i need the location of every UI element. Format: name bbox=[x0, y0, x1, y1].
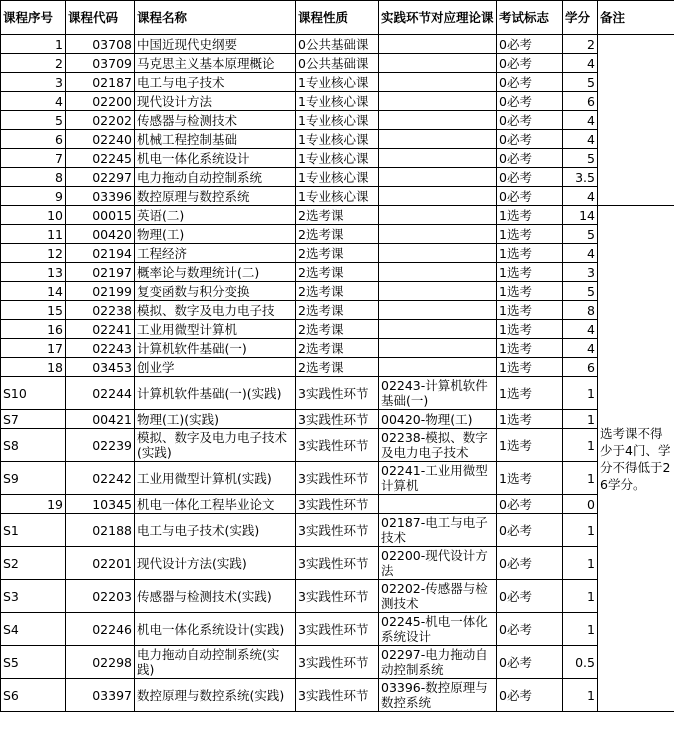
cell-theory bbox=[379, 320, 497, 339]
table-row bbox=[1, 73, 674, 92]
cell-name: 现代设计方法(实践) bbox=[135, 547, 296, 580]
cell-name: 计算机软件基础(一)(实践) bbox=[135, 377, 296, 410]
cell-seq: 2 bbox=[1, 54, 66, 73]
cell-credit: 0.5 bbox=[563, 646, 598, 679]
cell-exam: 0必考 bbox=[497, 495, 563, 514]
cell-credit: 1 bbox=[563, 547, 598, 580]
cell-exam: 0必考 bbox=[497, 73, 563, 92]
cell-theory bbox=[379, 168, 497, 187]
cell-nature: 1专业核心课 bbox=[296, 168, 379, 187]
cell-seq: S10 bbox=[1, 377, 66, 410]
cell-nature: 3实践性环节 bbox=[296, 429, 379, 462]
cell-credit: 4 bbox=[563, 54, 598, 73]
cell-exam: 0必考 bbox=[497, 187, 563, 206]
cell-seq: 4 bbox=[1, 92, 66, 111]
cell-seq: 6 bbox=[1, 130, 66, 149]
cell-code: 02200 bbox=[66, 92, 135, 111]
cell-theory: 03396-数控原理与数控系统 bbox=[379, 679, 497, 712]
cell-code: 02241 bbox=[66, 320, 135, 339]
cell-credit: 4 bbox=[563, 339, 598, 358]
cell-nature: 2选考课 bbox=[296, 320, 379, 339]
cell-seq: S8 bbox=[1, 429, 66, 462]
cell-seq: 10 bbox=[1, 206, 66, 225]
cell-code: 00421 bbox=[66, 410, 135, 429]
cell-theory bbox=[379, 339, 497, 358]
cell-seq: 19 bbox=[1, 495, 66, 514]
cell-nature: 2选考课 bbox=[296, 206, 379, 225]
cell-nature: 1专业核心课 bbox=[296, 92, 379, 111]
cell-name: 电工与电子技术 bbox=[135, 73, 296, 92]
header-row bbox=[1, 1, 674, 35]
cell-name: 机电一体化系统设计 bbox=[135, 149, 296, 168]
table-row bbox=[1, 429, 674, 462]
header-theory: 实践环节对应理论课 bbox=[379, 1, 497, 35]
cell-theory: 02202-传感器与检测技术 bbox=[379, 580, 497, 613]
cell-credit: 0 bbox=[563, 495, 598, 514]
cell-nature: 3实践性环节 bbox=[296, 495, 379, 514]
cell-seq: 18 bbox=[1, 358, 66, 377]
cell-name: 电力拖动自动控制系统(实践) bbox=[135, 646, 296, 679]
table-row bbox=[1, 130, 674, 149]
cell-code: 03397 bbox=[66, 679, 135, 712]
cell-seq: S4 bbox=[1, 613, 66, 646]
cell-exam: 0必考 bbox=[497, 111, 563, 130]
table-row bbox=[1, 646, 674, 679]
cell-nature: 1专业核心课 bbox=[296, 187, 379, 206]
cell-seq: S5 bbox=[1, 646, 66, 679]
cell-theory: 02297-电力拖动自动控制系统 bbox=[379, 646, 497, 679]
header-credit: 学分 bbox=[563, 1, 598, 35]
cell-credit: 5 bbox=[563, 282, 598, 301]
cell-theory bbox=[379, 282, 497, 301]
cell-seq: 11 bbox=[1, 225, 66, 244]
cell-exam: 0必考 bbox=[497, 646, 563, 679]
cell-name: 概率论与数理统计(二) bbox=[135, 263, 296, 282]
cell-code: 03708 bbox=[66, 35, 135, 54]
cell-exam: 0必考 bbox=[497, 547, 563, 580]
cell-credit: 1 bbox=[563, 429, 598, 462]
header-note: 备注 bbox=[598, 1, 674, 35]
cell-nature: 2选考课 bbox=[296, 358, 379, 377]
cell-nature: 2选考课 bbox=[296, 339, 379, 358]
header-code: 课程代码 bbox=[66, 1, 135, 35]
cell-theory bbox=[379, 358, 497, 377]
cell-exam: 1选考 bbox=[497, 206, 563, 225]
cell-credit: 1 bbox=[563, 580, 598, 613]
cell-theory: 02187-电工与电子技术 bbox=[379, 514, 497, 547]
cell-credit: 1 bbox=[563, 613, 598, 646]
cell-code: 02239 bbox=[66, 429, 135, 462]
cell-exam: 1选考 bbox=[497, 410, 563, 429]
cell-nature: 0公共基础课 bbox=[296, 54, 379, 73]
cell-theory: 02245-机电一体化系统设计 bbox=[379, 613, 497, 646]
cell-credit: 8 bbox=[563, 301, 598, 320]
table-row bbox=[1, 462, 674, 495]
cell-theory bbox=[379, 130, 497, 149]
cell-code: 03709 bbox=[66, 54, 135, 73]
cell-credit: 6 bbox=[563, 358, 598, 377]
cell-exam: 0必考 bbox=[497, 580, 563, 613]
cell-code: 03453 bbox=[66, 358, 135, 377]
cell-credit: 1 bbox=[563, 679, 598, 712]
cell-credit: 5 bbox=[563, 73, 598, 92]
cell-nature: 3实践性环节 bbox=[296, 679, 379, 712]
cell-seq: 8 bbox=[1, 168, 66, 187]
cell-name: 现代设计方法 bbox=[135, 92, 296, 111]
table-row bbox=[1, 54, 674, 73]
cell-credit: 1 bbox=[563, 377, 598, 410]
cell-nature: 2选考课 bbox=[296, 301, 379, 320]
cell-code: 02238 bbox=[66, 301, 135, 320]
table-row bbox=[1, 263, 674, 282]
cell-seq: 7 bbox=[1, 149, 66, 168]
cell-name: 电力拖动自动控制系统 bbox=[135, 168, 296, 187]
cell-code: 10345 bbox=[66, 495, 135, 514]
cell-theory bbox=[379, 301, 497, 320]
cell-nature: 2选考课 bbox=[296, 282, 379, 301]
cell-seq: 9 bbox=[1, 187, 66, 206]
table-row bbox=[1, 547, 674, 580]
table-row bbox=[1, 514, 674, 547]
cell-note-empty bbox=[598, 35, 674, 206]
cell-code: 02199 bbox=[66, 282, 135, 301]
table-row bbox=[1, 339, 674, 358]
cell-nature: 3实践性环节 bbox=[296, 547, 379, 580]
cell-code: 02244 bbox=[66, 377, 135, 410]
cell-nature: 3实践性环节 bbox=[296, 514, 379, 547]
cell-credit: 1 bbox=[563, 514, 598, 547]
cell-name: 工业用微型计算机 bbox=[135, 320, 296, 339]
header-exam: 考试标志 bbox=[497, 1, 563, 35]
cell-theory bbox=[379, 263, 497, 282]
cell-name: 模拟、数字及电力电子技 bbox=[135, 301, 296, 320]
cell-nature: 3实践性环节 bbox=[296, 462, 379, 495]
cell-theory bbox=[379, 111, 497, 130]
table-row bbox=[1, 410, 674, 429]
cell-code: 02245 bbox=[66, 149, 135, 168]
header-seq: 课程序号 bbox=[1, 1, 66, 35]
cell-name: 复变函数与积分变换 bbox=[135, 282, 296, 301]
cell-exam: 0必考 bbox=[497, 35, 563, 54]
cell-code: 02246 bbox=[66, 613, 135, 646]
table-row bbox=[1, 679, 674, 712]
cell-credit: 4 bbox=[563, 244, 598, 263]
table-row bbox=[1, 613, 674, 646]
cell-theory bbox=[379, 149, 497, 168]
cell-name: 传感器与检测技术(实践) bbox=[135, 580, 296, 613]
table-row bbox=[1, 111, 674, 130]
cell-seq: S7 bbox=[1, 410, 66, 429]
cell-exam: 0必考 bbox=[497, 92, 563, 111]
cell-theory bbox=[379, 225, 497, 244]
table-row bbox=[1, 282, 674, 301]
cell-code: 02298 bbox=[66, 646, 135, 679]
header-name: 课程名称 bbox=[135, 1, 296, 35]
cell-theory bbox=[379, 495, 497, 514]
table-row bbox=[1, 580, 674, 613]
cell-code: 02201 bbox=[66, 547, 135, 580]
cell-theory: 02238-模拟、数字及电力电子技术 bbox=[379, 429, 497, 462]
cell-nature: 2选考课 bbox=[296, 263, 379, 282]
cell-theory: 02243-计算机软件基础(一) bbox=[379, 377, 497, 410]
cell-theory: 02200-现代设计方法 bbox=[379, 547, 497, 580]
cell-seq: 13 bbox=[1, 263, 66, 282]
cell-nature: 1专业核心课 bbox=[296, 149, 379, 168]
cell-credit: 4 bbox=[563, 130, 598, 149]
table-row bbox=[1, 495, 674, 514]
cell-exam: 0必考 bbox=[497, 679, 563, 712]
table-row bbox=[1, 35, 674, 54]
table-row bbox=[1, 149, 674, 168]
cell-credit: 5 bbox=[563, 149, 598, 168]
cell-seq: 16 bbox=[1, 320, 66, 339]
cell-name: 创业学 bbox=[135, 358, 296, 377]
cell-code: 02188 bbox=[66, 514, 135, 547]
cell-seq: 14 bbox=[1, 282, 66, 301]
cell-code: 02297 bbox=[66, 168, 135, 187]
cell-theory: 02241-工业用微型计算机 bbox=[379, 462, 497, 495]
cell-name: 数控原理与数控系统 bbox=[135, 187, 296, 206]
cell-seq: 1 bbox=[1, 35, 66, 54]
cell-nature: 1专业核心课 bbox=[296, 130, 379, 149]
cell-nature: 2选考课 bbox=[296, 225, 379, 244]
cell-credit: 14 bbox=[563, 206, 598, 225]
cell-credit: 6 bbox=[563, 92, 598, 111]
cell-exam: 1选考 bbox=[497, 339, 563, 358]
cell-name: 机械工程控制基础 bbox=[135, 130, 296, 149]
cell-theory bbox=[379, 92, 497, 111]
cell-name: 马克思主义基本原理概论 bbox=[135, 54, 296, 73]
cell-note: 选考课不得少于4门、学分不得低于26学分。 bbox=[598, 206, 674, 712]
cell-seq: S3 bbox=[1, 580, 66, 613]
cell-name: 工业用微型计算机(实践) bbox=[135, 462, 296, 495]
cell-exam: 1选考 bbox=[497, 429, 563, 462]
table-body bbox=[1, 35, 674, 712]
cell-nature: 3实践性环节 bbox=[296, 580, 379, 613]
cell-code: 02197 bbox=[66, 263, 135, 282]
cell-credit: 5 bbox=[563, 225, 598, 244]
cell-nature: 3实践性环节 bbox=[296, 613, 379, 646]
cell-code: 03396 bbox=[66, 187, 135, 206]
cell-nature: 0公共基础课 bbox=[296, 35, 379, 54]
cell-credit: 4 bbox=[563, 187, 598, 206]
cell-exam: 0必考 bbox=[497, 168, 563, 187]
cell-code: 02243 bbox=[66, 339, 135, 358]
cell-code: 02242 bbox=[66, 462, 135, 495]
cell-exam: 1选考 bbox=[497, 244, 563, 263]
cell-exam: 1选考 bbox=[497, 282, 563, 301]
cell-seq: 3 bbox=[1, 73, 66, 92]
cell-seq: 15 bbox=[1, 301, 66, 320]
cell-credit: 1 bbox=[563, 410, 598, 429]
cell-exam: 1选考 bbox=[497, 462, 563, 495]
cell-exam: 0必考 bbox=[497, 613, 563, 646]
cell-name: 机电一体化系统设计(实践) bbox=[135, 613, 296, 646]
cell-name: 模拟、数字及电力电子技术(实践) bbox=[135, 429, 296, 462]
table-row bbox=[1, 225, 674, 244]
cell-name: 物理(工) bbox=[135, 225, 296, 244]
cell-exam: 0必考 bbox=[497, 54, 563, 73]
cell-theory bbox=[379, 206, 497, 225]
cell-exam: 1选考 bbox=[497, 263, 563, 282]
cell-theory bbox=[379, 187, 497, 206]
table-row bbox=[1, 206, 674, 225]
cell-name: 数控原理与数控系统(实践) bbox=[135, 679, 296, 712]
table-row bbox=[1, 92, 674, 111]
cell-theory bbox=[379, 73, 497, 92]
table-row bbox=[1, 244, 674, 263]
cell-exam: 1选考 bbox=[497, 301, 563, 320]
cell-code: 02194 bbox=[66, 244, 135, 263]
cell-name: 电工与电子技术(实践) bbox=[135, 514, 296, 547]
cell-exam: 0必考 bbox=[497, 130, 563, 149]
table-row bbox=[1, 358, 674, 377]
cell-code: 00015 bbox=[66, 206, 135, 225]
cell-credit: 3 bbox=[563, 263, 598, 282]
cell-nature: 1专业核心课 bbox=[296, 111, 379, 130]
cell-credit: 4 bbox=[563, 111, 598, 130]
table-row bbox=[1, 168, 674, 187]
cell-nature: 1专业核心课 bbox=[296, 73, 379, 92]
cell-seq: 17 bbox=[1, 339, 66, 358]
cell-code: 02202 bbox=[66, 111, 135, 130]
cell-exam: 0必考 bbox=[497, 149, 563, 168]
table-row bbox=[1, 320, 674, 339]
header-nature: 课程性质 bbox=[296, 1, 379, 35]
cell-seq: S2 bbox=[1, 547, 66, 580]
cell-credit: 1 bbox=[563, 462, 598, 495]
cell-exam: 0必考 bbox=[497, 514, 563, 547]
cell-seq: S1 bbox=[1, 514, 66, 547]
cell-name: 英语(二) bbox=[135, 206, 296, 225]
cell-theory: 00420-物理(工) bbox=[379, 410, 497, 429]
cell-name: 传感器与检测技术 bbox=[135, 111, 296, 130]
cell-code: 02240 bbox=[66, 130, 135, 149]
cell-theory bbox=[379, 54, 497, 73]
cell-seq: 12 bbox=[1, 244, 66, 263]
cell-theory bbox=[379, 244, 497, 263]
cell-code: 02187 bbox=[66, 73, 135, 92]
cell-name: 计算机软件基础(一) bbox=[135, 339, 296, 358]
cell-seq: S6 bbox=[1, 679, 66, 712]
cell-seq: S9 bbox=[1, 462, 66, 495]
cell-name: 机电一体化工程毕业论文 bbox=[135, 495, 296, 514]
cell-nature: 3实践性环节 bbox=[296, 377, 379, 410]
cell-exam: 1选考 bbox=[497, 320, 563, 339]
table-row bbox=[1, 301, 674, 320]
table-row bbox=[1, 377, 674, 410]
cell-credit: 2 bbox=[563, 35, 598, 54]
cell-credit: 3.5 bbox=[563, 168, 598, 187]
cell-seq: 5 bbox=[1, 111, 66, 130]
cell-exam: 1选考 bbox=[497, 377, 563, 410]
cell-credit: 4 bbox=[563, 320, 598, 339]
cell-exam: 1选考 bbox=[497, 225, 563, 244]
cell-code: 00420 bbox=[66, 225, 135, 244]
cell-name: 工程经济 bbox=[135, 244, 296, 263]
cell-code: 02203 bbox=[66, 580, 135, 613]
cell-name: 中国近现代史纲要 bbox=[135, 35, 296, 54]
table-row bbox=[1, 187, 674, 206]
cell-exam: 1选考 bbox=[497, 358, 563, 377]
cell-nature: 3实践性环节 bbox=[296, 646, 379, 679]
cell-nature: 2选考课 bbox=[296, 244, 379, 263]
cell-name: 物理(工)(实践) bbox=[135, 410, 296, 429]
cell-theory bbox=[379, 35, 497, 54]
cell-nature: 3实践性环节 bbox=[296, 410, 379, 429]
